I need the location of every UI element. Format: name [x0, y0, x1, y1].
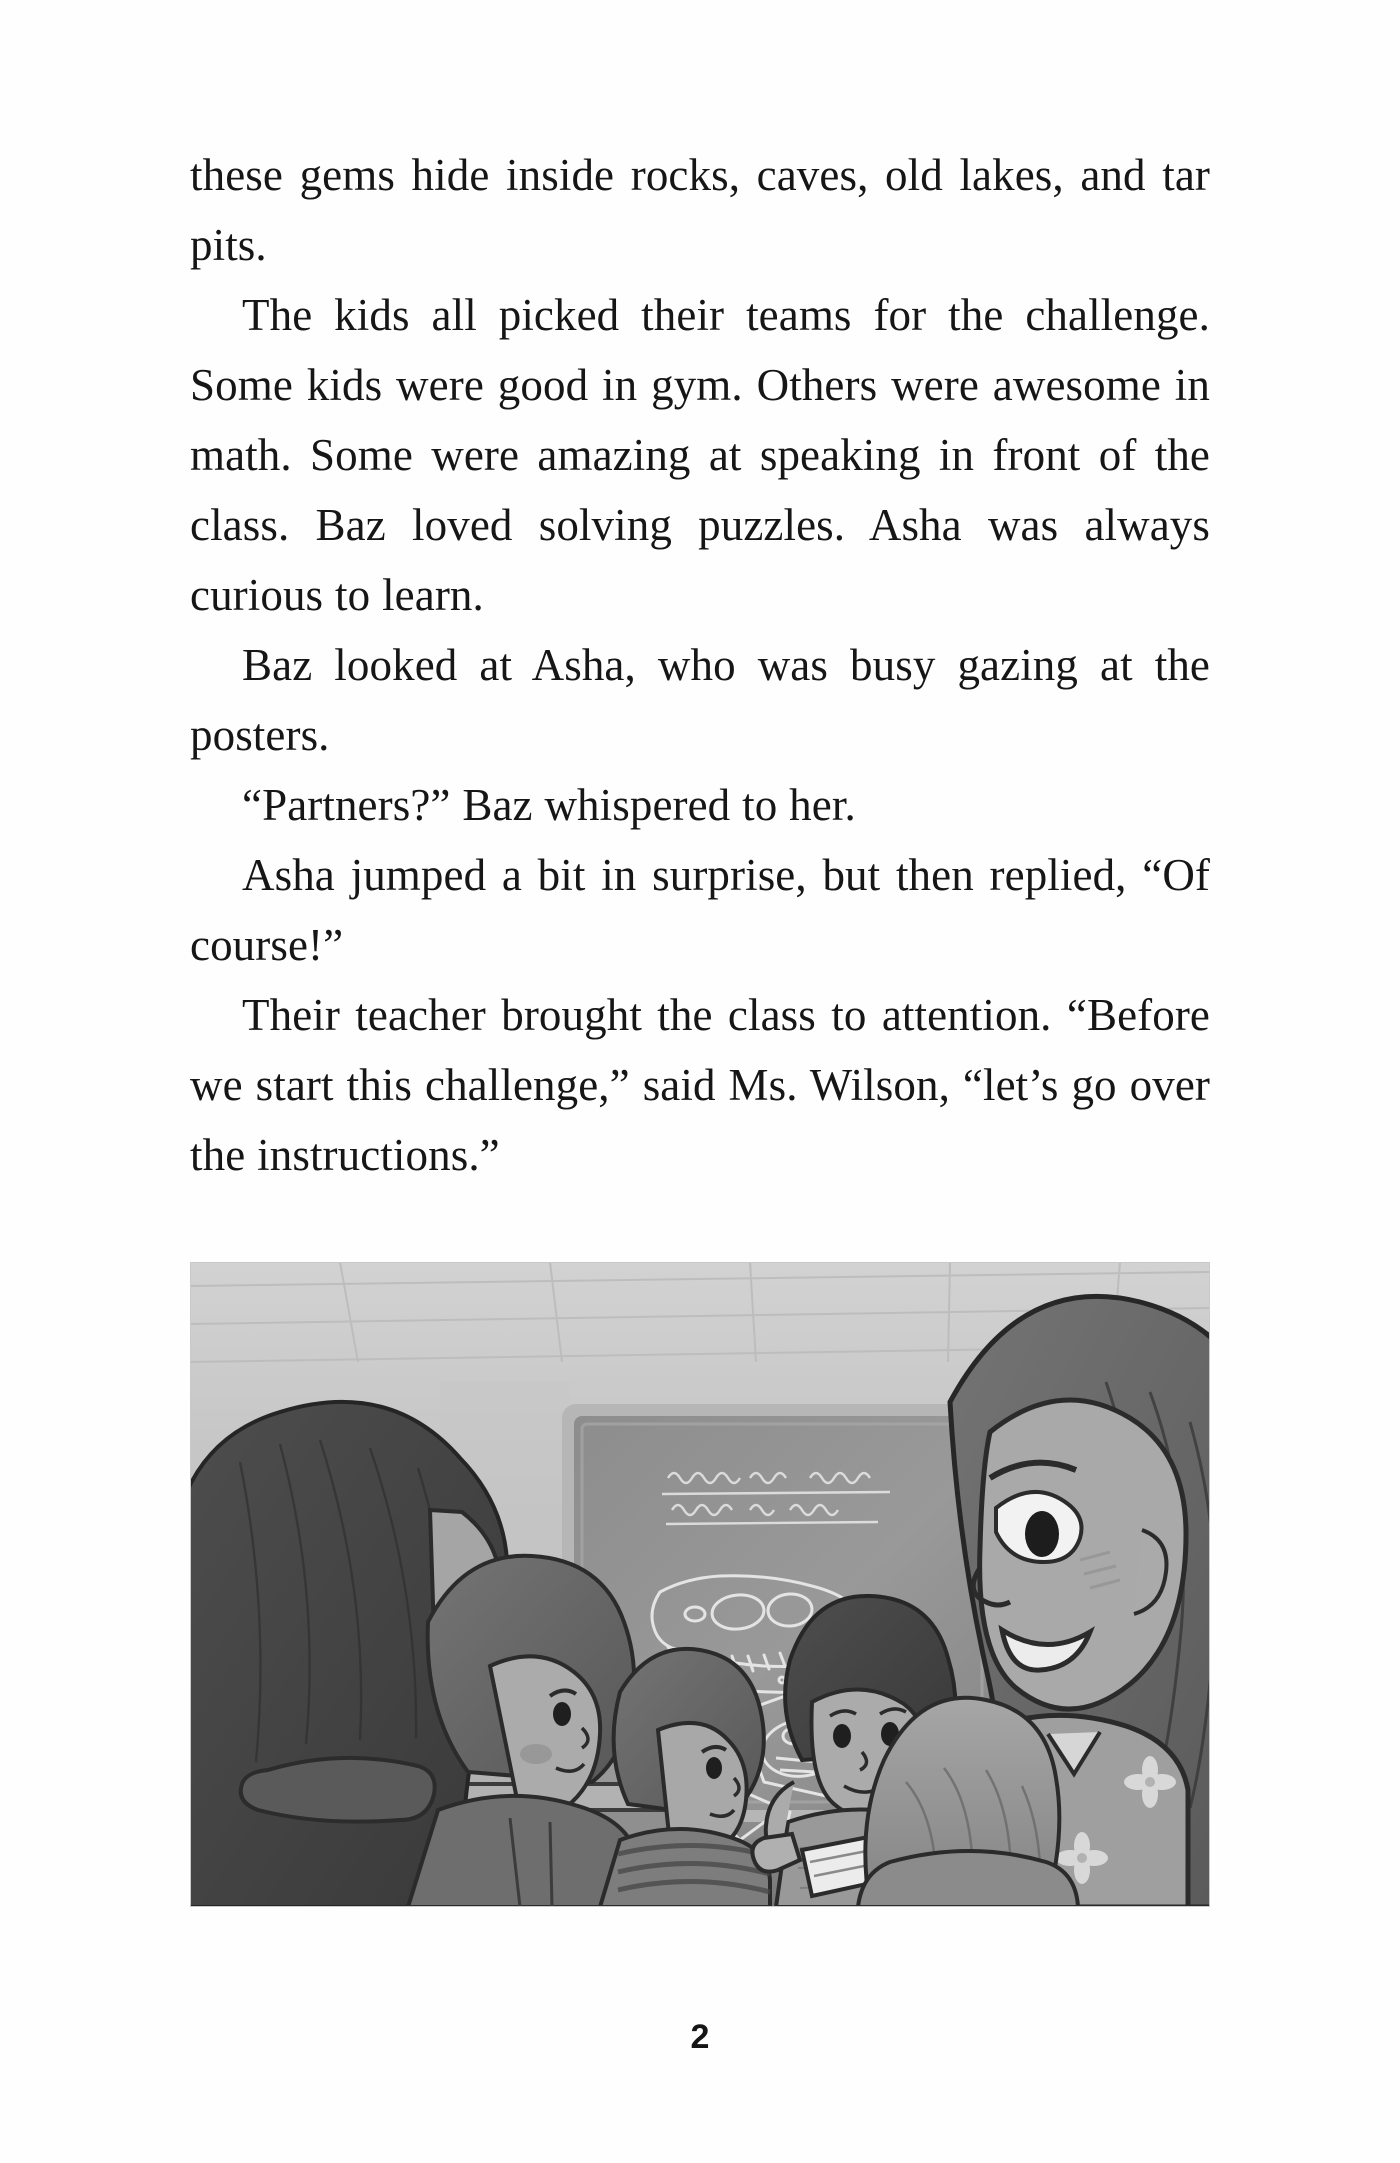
paragraph-teacher: Their teacher brought the class to attention. “Before we start this challenge,” said Ms. Wilson, “let’s go over the instructions.”: [190, 990, 1210, 1180]
eye: [553, 1702, 571, 1726]
paragraph-teams: The kids all picked their teams for the challenge. Some kids were good in gym. Others were awesome in math. Some were amazing at speaking in front of the class. Baz loved solving puzzles. Asha was always curious to learn.: [190, 290, 1210, 620]
classroom-illustration: [190, 1262, 1210, 1907]
paragraph-partners: “Partners?” Baz whispered to her.: [242, 780, 856, 830]
page-number: 2: [690, 2018, 710, 2056]
hair-tie: [241, 1758, 435, 1822]
eye: [706, 1757, 722, 1779]
pupil: [1025, 1511, 1059, 1557]
paragraph-continued: these gems hide inside rocks, caves, old lakes, and tar pits.: [190, 150, 1210, 270]
blush: [520, 1744, 552, 1764]
paragraph-asha-jumped: Asha jumped a bit in surprise, but then replied, “Of course!”: [190, 850, 1210, 970]
eye-left: [833, 1724, 851, 1748]
paragraph-baz-looked: Baz looked at Asha, who was busy gazing at the posters.: [190, 640, 1210, 760]
illustration-artwork: [190, 1262, 1210, 1907]
body-text-block: [190, 140, 1210, 1190]
character-boy-striped: [600, 1649, 770, 1907]
